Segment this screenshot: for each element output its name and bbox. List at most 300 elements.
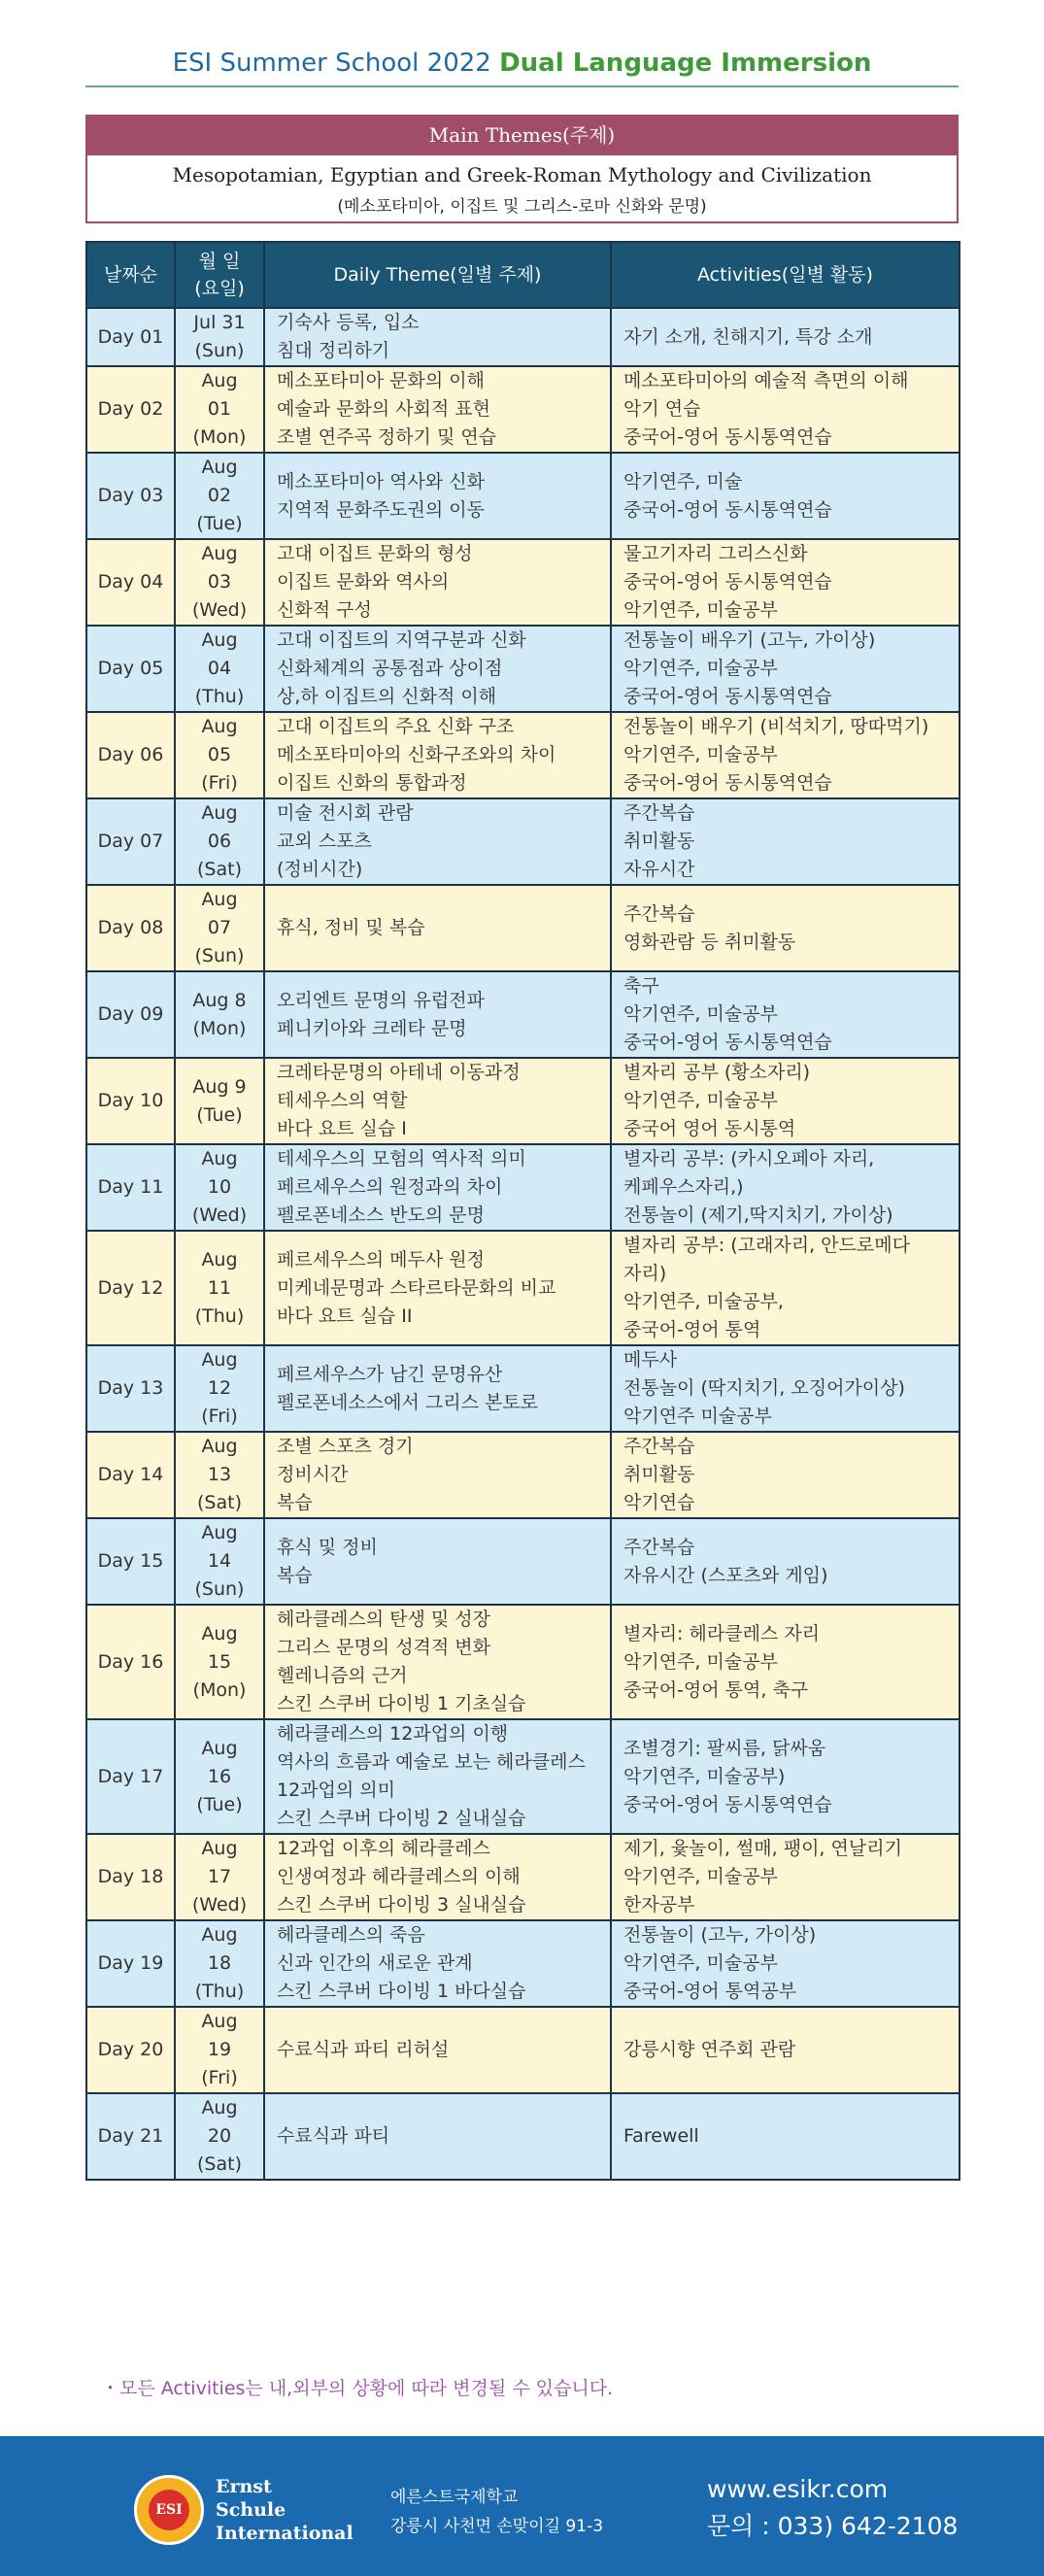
table-row (86, 798, 960, 885)
title-school: ESI Summer School 2022 (172, 49, 491, 78)
text-line: 월 일 (198, 251, 241, 272)
text-line: 중국어-영어 통역 (623, 1319, 761, 1340)
text-line: 전통놀이 (딱지치기, 오징어가이상) (623, 1377, 905, 1399)
text-line: 05 (207, 744, 232, 765)
table-row (86, 1719, 960, 1834)
text-line: 영화관람 등 취미활동 (623, 931, 796, 953)
text-line: 별자리 공부: (고래자리, 안드로메다 (623, 1235, 910, 1256)
text-line: 19 (207, 2039, 232, 2060)
text-line: 그리스 문명의 성격적 변화 (277, 1637, 491, 1658)
theme-cell (264, 1058, 611, 1144)
text-line: 20 (207, 2125, 232, 2147)
text-line: Day 07 (97, 830, 164, 852)
text-line: 악기연주 미술공부 (623, 1406, 772, 1427)
text-line: (Thu) (194, 686, 245, 707)
table-row (86, 1144, 960, 1231)
schedule-table (85, 241, 960, 2181)
activities-cell (611, 626, 960, 712)
activities-cell (611, 971, 960, 1058)
text-line: 중국어-영어 동시통역연습 (623, 571, 832, 593)
activities-cell (611, 2093, 960, 2180)
day-cell (86, 1834, 175, 1920)
text-line: 중국어-영어 동시통역연습 (623, 498, 832, 521)
text-line: Day 17 (97, 1765, 164, 1787)
text-line: 10 (207, 1176, 232, 1198)
text-line: Aug (201, 2011, 238, 2032)
text-line: 17 (207, 1866, 232, 1887)
table-row (86, 971, 960, 1058)
text-line: 침대 정리하기 (277, 340, 390, 361)
theme-cell (264, 971, 611, 1058)
text-line: 페니키아와 크레타 문명 (277, 1017, 467, 1039)
schedule-note: ・모든 Activities는 내,외부의 상황에 따라 변경될 수 있습니다. (101, 2378, 614, 2399)
text-line: (정비시간) (277, 859, 363, 880)
text-line: 악기연주, 미술공부 (623, 744, 778, 765)
date-cell (175, 798, 264, 885)
table-row (86, 1231, 960, 1345)
text-line: 악기연주, 미술공부 (623, 1650, 778, 1673)
text-line: 중국어-영어 동시통역연습 (623, 772, 832, 794)
text-line: 조별경기: 팔씨름, 닭싸움 (623, 1737, 826, 1759)
text-line: 중국어-영어 통역공부 (623, 1981, 797, 2002)
theme-cell (264, 885, 611, 971)
text-line: (Sat) (197, 1492, 242, 1513)
text-line: 전통놀이 배우기 (고누, 가이상) (623, 629, 876, 651)
table-row (86, 1605, 960, 1719)
activities-cell (611, 308, 960, 366)
date-cell (175, 539, 264, 626)
text-line: Aug (201, 889, 238, 910)
text-line: 12과업 이후의 헤라클레스 (277, 1838, 490, 1859)
text-line: 자유시간 (623, 859, 695, 880)
text-line: 고대 이집트의 지역구분과 신화 (277, 629, 526, 651)
theme-cell (264, 539, 611, 626)
text-line: Farewell (623, 2125, 699, 2147)
text-line: Day 09 (97, 1003, 164, 1025)
text-line: 교외 스포츠 (277, 830, 372, 852)
date-cell (175, 453, 264, 539)
date-cell (175, 1920, 264, 2007)
text-line: 악기연주, 미술공부 (623, 1090, 778, 1111)
text-line: Day 02 (97, 398, 164, 420)
text-line: 취미활동 (623, 1464, 695, 1485)
text-line: 수료식과 파티 리허설 (277, 2039, 450, 2060)
main-themes-korean: (메소포타미아, 이집트 및 그리스-로마 신화와 문명) (337, 197, 707, 217)
theme-cell (264, 1345, 611, 1432)
text-line: Day 10 (97, 1090, 164, 1111)
activities-cell (611, 1432, 960, 1518)
text-line: 06 (207, 830, 232, 852)
text-line: (Mon) (192, 426, 247, 448)
text-line: 스킨 스쿠버 다이빙 1 바다실습 (277, 1981, 526, 2002)
text-line: Day 12 (97, 1276, 164, 1299)
day-cell (86, 712, 175, 798)
activities-cell (611, 366, 960, 453)
text-line: 메소포타미아 문화의 이해 (277, 370, 485, 391)
day-cell (86, 1432, 175, 1518)
text-line: (Sat) (197, 2153, 242, 2175)
day-cell (86, 971, 175, 1058)
text-line: 헤라클레스의 죽음 (277, 1924, 425, 1946)
date-cell (175, 2007, 264, 2093)
text-line: 페르세우스가 남긴 문명유산 (277, 1363, 503, 1385)
table-row (86, 885, 960, 971)
text-line: 크레타문명의 아테네 이동과정 (277, 1062, 521, 1083)
theme-cell (264, 1605, 611, 1719)
activities-cell (611, 1605, 960, 1719)
text-line: 복습 (277, 1564, 313, 1586)
text-line: 스킨 스쿠버 다이빙 3 실내실습 (277, 1894, 526, 1915)
text-line: Aug (201, 1924, 238, 1946)
text-line: 중국어-영어 동시통역연습 (623, 426, 832, 448)
day-cell (86, 798, 175, 885)
text-line: 메소포타미아의 신화구조와의 차이 (277, 744, 556, 765)
text-line: Aug (201, 543, 238, 564)
day-cell (86, 308, 175, 366)
text-line: 14 (207, 1550, 232, 1572)
date-cell (175, 1518, 264, 1605)
text-line: Day 04 (97, 571, 164, 593)
activities-cell (611, 1058, 960, 1144)
text-line: 미케네문명과 스타르타문화의 비교 (277, 1276, 556, 1299)
text-line: (Fri) (201, 1406, 238, 1427)
day-cell (86, 1345, 175, 1432)
text-line: Day 20 (97, 2039, 164, 2060)
day-cell (86, 539, 175, 626)
header-theme (264, 242, 611, 308)
text-line: (Tue) (196, 1793, 243, 1815)
text-line: 중국어-영어 동시통역연습 (623, 1032, 832, 1053)
text-line: Aug (201, 2097, 238, 2118)
table-row (86, 308, 960, 366)
text-line: 케페우스자리,) (623, 1176, 744, 1198)
theme-cell (264, 798, 611, 885)
table-row (86, 626, 960, 712)
text-line: Aug (201, 716, 238, 737)
text-line: 주간복습 (623, 802, 695, 824)
date-cell (175, 1834, 264, 1920)
text-line: 오리엔트 문명의 유럽전파 (277, 989, 485, 1011)
day-cell (86, 885, 175, 971)
text-line: 주간복습 (623, 1536, 695, 1558)
text-line: 자기 소개, 친해지기, 특강 소개 (623, 325, 873, 348)
logo-wordmark (216, 2475, 354, 2545)
activities-cell (611, 885, 960, 971)
text-line: 펠로폰네소스에서 그리스 본토로 (277, 1391, 539, 1413)
text-line: 메소포타미아 역사와 신화 (277, 470, 485, 492)
text-line: 물고기자리 그리스신화 (623, 543, 808, 564)
text-line: (Fri) (201, 772, 238, 794)
text-line: 신과 인간의 새로운 관계 (277, 1952, 473, 1974)
date-cell (175, 1231, 264, 1345)
text-line: Aug (201, 1436, 238, 1457)
main-themes-box (85, 115, 959, 223)
day-cell (86, 2093, 175, 2180)
school-address: 강릉시 사천면 손맞이길 91-3 (390, 2517, 604, 2536)
text-line: 악기연주, 미술공부 (623, 1952, 778, 1974)
table-row (86, 2007, 960, 2093)
text-line: 16 (207, 1765, 232, 1787)
text-line: 날짜순 (103, 264, 158, 286)
text-line: 스킨 스쿠버 다이빙 1 기초실습 (277, 1693, 526, 1714)
activities-cell (611, 1144, 960, 1231)
text-line: 테세우스의 역할 (277, 1090, 408, 1111)
text-line: 메두사 (623, 1349, 678, 1371)
text-line: 자리) (623, 1263, 667, 1284)
text-line: (Wed) (191, 1894, 248, 1915)
table-row (86, 1345, 960, 1432)
main-themes-text: Mesopotamian, Egyptian and Greek-Roman Mythology and Civilization (172, 163, 872, 186)
theme-cell (264, 1719, 611, 1834)
text-line: Day 21 (97, 2125, 164, 2147)
table-row (86, 1518, 960, 1605)
text-line: Day 11 (97, 1176, 164, 1198)
text-line: 조별 연주곡 정하기 및 연습 (277, 426, 497, 448)
text-line: 15 (207, 1650, 232, 1673)
day-cell (86, 453, 175, 539)
text-line: Day 18 (97, 1866, 164, 1887)
text-line: 악기연주, 미술공부) (623, 1765, 786, 1787)
text-line: 이집트 문화와 역사의 (277, 571, 450, 593)
text-line: 수료식과 파티 (277, 2125, 390, 2147)
text-line: 지역적 문화주도권의 이동 (277, 498, 485, 521)
text-line: 축구 (623, 975, 659, 997)
text-line: 상,하 이집트의 신화적 이해 (277, 686, 497, 707)
text-line: 제기, 윷놀이, 썰매, 팽이, 연날리기 (623, 1838, 902, 1859)
text-line: (Sun) (194, 340, 245, 361)
date-cell (175, 366, 264, 453)
date-cell (175, 885, 264, 971)
day-cell (86, 1920, 175, 2007)
text-line: 고대 이집트의 주요 신화 구조 (277, 716, 515, 737)
text-line: 별자리 공부: (카시오페아 자리, (623, 1148, 875, 1169)
text-line: 12 (207, 1377, 232, 1399)
school-logo-icon (134, 2475, 204, 2545)
text-line: 중국어-영어 동시통역연습 (623, 1793, 832, 1815)
text-line: (Sun) (194, 1578, 245, 1600)
date-cell (175, 1345, 264, 1432)
text-line: 악기연주, 미술 (623, 470, 743, 492)
theme-cell (264, 1920, 611, 2007)
table-row (86, 539, 960, 626)
text-line: (Thu) (194, 1981, 245, 2002)
text-line: 신화적 구성 (277, 599, 372, 621)
website-link[interactable]: www.esikr.com (707, 2475, 889, 2503)
theme-cell (264, 1144, 611, 1231)
text-line: 주간복습 (623, 902, 695, 925)
title-divider (85, 85, 959, 87)
text-line: Aug (201, 1838, 238, 1859)
theme-cell (264, 1231, 611, 1345)
text-line: 인생여정과 헤라클레스의 이해 (277, 1866, 521, 1887)
text-line: 휴식, 정비 및 복습 (277, 917, 425, 938)
theme-cell (264, 453, 611, 539)
text-line: Aug (201, 629, 238, 651)
text-line: Aug (201, 802, 238, 824)
date-cell (175, 2093, 264, 2180)
day-cell (86, 1144, 175, 1231)
text-line: (Mon) (192, 1017, 247, 1039)
title-program: Dual Language Immersion (499, 49, 872, 78)
text-line: (Sat) (197, 859, 242, 880)
text-line: 별자리: 헤라클레스 자리 (623, 1622, 821, 1644)
text-line: 복습 (277, 1492, 313, 1513)
text-line: Aug 9 (192, 1075, 247, 1098)
text-line: Day 05 (97, 658, 164, 679)
date-cell (175, 1605, 264, 1719)
day-cell (86, 366, 175, 453)
theme-cell (264, 712, 611, 798)
text-line: 휴식 및 정비 (277, 1536, 378, 1558)
text-line: Aug (201, 1349, 238, 1371)
school-name: 에른스트국제학교 (390, 2488, 519, 2507)
text-line: 18 (207, 1952, 232, 1974)
theme-cell (264, 2007, 611, 2093)
logo-abbrev: ESI (149, 2490, 189, 2530)
activities-cell (611, 798, 960, 885)
text-line: 테세우스의 모험의 역사적 의미 (277, 1148, 526, 1169)
text-line: 악기연습 (623, 1492, 695, 1513)
date-cell (175, 626, 264, 712)
activities-cell (611, 2007, 960, 2093)
theme-cell (264, 626, 611, 712)
text-line: 강릉시향 연주회 관람 (623, 2039, 796, 2060)
text-line: 스킨 스쿠버 다이빙 2 실내실습 (277, 1808, 526, 1829)
table-row (86, 453, 960, 539)
text-line: Day 19 (97, 1952, 164, 1974)
date-cell (175, 1144, 264, 1231)
table-row (86, 2093, 960, 2180)
activities-cell (611, 1518, 960, 1605)
theme-cell (264, 1432, 611, 1518)
text-line: 중국어 영어 동시통역 (623, 1118, 796, 1139)
text-line: 전통놀이 (제기,딱지치기, 가이상) (623, 1204, 893, 1226)
text-line: 헬레니즘의 근거 (277, 1665, 408, 1686)
text-line: 기숙사 등록, 입소 (277, 312, 420, 333)
activities-cell (611, 539, 960, 626)
text-line: (Tue) (196, 1103, 243, 1126)
text-line: International (216, 2523, 354, 2544)
text-line: (Wed) (191, 599, 248, 621)
footer (0, 2436, 1044, 2576)
text-line: 12과업의 의미 (277, 1779, 395, 1801)
text-line: 중국어-영어 동시통역연습 (623, 686, 832, 707)
text-line: Day 16 (97, 1650, 164, 1673)
text-line: 헤라클레스의 탄생 및 성장 (277, 1609, 491, 1630)
theme-cell (264, 2093, 611, 2180)
text-line: 07 (207, 917, 232, 938)
table-row (86, 1058, 960, 1144)
text-line: 고대 이집트 문화의 형성 (277, 543, 473, 564)
text-line: 01 (207, 398, 232, 420)
main-themes-heading: Main Themes(주제) (87, 117, 957, 155)
text-line: 바다 요트 실습 II (277, 1305, 413, 1327)
text-line: 조별 스포츠 경기 (277, 1436, 414, 1457)
text-line: Aug (201, 1248, 238, 1271)
text-line: Day 15 (97, 1550, 164, 1572)
date-cell (175, 712, 264, 798)
theme-cell (264, 1518, 611, 1605)
text-line: 페르세우스의 원정과의 차이 (277, 1176, 503, 1198)
text-line: 펠로폰네소스 반도의 문명 (277, 1204, 485, 1226)
text-line: (요일) (194, 278, 245, 299)
activities-cell (611, 1719, 960, 1834)
header-activities (611, 242, 960, 308)
text-line: 악기연주, 미술공부 (623, 658, 778, 679)
text-line: 신화체계의 공통점과 상이점 (277, 658, 503, 679)
table-row (86, 712, 960, 798)
text-line: (Thu) (194, 1305, 245, 1327)
text-line: (Wed) (191, 1204, 248, 1226)
day-cell (86, 2007, 175, 2093)
school-info (390, 2483, 603, 2541)
text-line: Jul 31 (193, 312, 246, 333)
text-line: 주간복습 (623, 1436, 695, 1457)
text-line: (Sun) (194, 945, 245, 966)
text-line: 이집트 신화의 통합과정 (277, 772, 467, 794)
text-line: Daily Theme(일별 주제) (333, 264, 542, 286)
day-cell (86, 1231, 175, 1345)
text-line: 별자리 공부 (황소자리) (623, 1062, 811, 1083)
text-line: 중국어-영어 통역, 축구 (623, 1678, 809, 1701)
phone-number: 문의 : 033) 642-2108 (707, 2512, 959, 2540)
text-line: Aug (201, 1737, 238, 1759)
text-line: 페르세우스의 메두사 원정 (277, 1248, 485, 1271)
date-cell (175, 308, 264, 366)
text-line: 04 (207, 658, 232, 679)
text-line: 자유시간 (스포츠와 게임) (623, 1564, 828, 1586)
text-line: (Mon) (192, 1678, 247, 1701)
text-line: 전통놀이 (고누, 가이상) (623, 1924, 817, 1946)
table-row (86, 1920, 960, 2007)
text-line: 악기연주, 미술공부, (623, 1291, 784, 1312)
activities-cell (611, 1231, 960, 1345)
text-line: (Tue) (196, 513, 243, 534)
text-line: Aug (201, 1522, 238, 1543)
text-line: (Fri) (201, 2067, 238, 2088)
text-line: Aug 8 (192, 989, 247, 1011)
day-cell (86, 1058, 175, 1144)
text-line: 바다 요트 실습 I (277, 1118, 407, 1139)
day-cell (86, 626, 175, 712)
text-line: Aug (201, 457, 238, 478)
day-cell (86, 1518, 175, 1605)
text-line: Ernst (216, 2476, 272, 2497)
text-line: 악기연주, 미술공부 (623, 599, 778, 621)
text-line: 한자공부 (623, 1894, 695, 1915)
activities-cell (611, 1920, 960, 2007)
table-header-row (86, 242, 960, 308)
theme-cell (264, 1834, 611, 1920)
text-line: 미술 전시회 관람 (277, 802, 414, 824)
text-line: Schule (216, 2499, 286, 2521)
text-line: 헤라클레스의 12과업의 이행 (277, 1723, 509, 1745)
text-line: Day 01 (97, 325, 164, 348)
theme-cell (264, 366, 611, 453)
day-cell (86, 1605, 175, 1719)
text-line: Day 06 (97, 744, 164, 765)
day-cell (86, 1719, 175, 1834)
text-line: Aug (201, 1148, 238, 1169)
text-line: 02 (207, 485, 232, 506)
text-line: 역사의 흐름과 예술로 보는 헤라클레스 (277, 1751, 586, 1773)
text-line: 전통놀이 배우기 (비석치기, 땅따먹기) (623, 716, 929, 737)
theme-cell (264, 308, 611, 366)
table-row (86, 366, 960, 453)
activities-cell (611, 1345, 960, 1432)
text-line: 취미활동 (623, 830, 695, 852)
text-line: 악기연주, 미술공부 (623, 1866, 778, 1887)
